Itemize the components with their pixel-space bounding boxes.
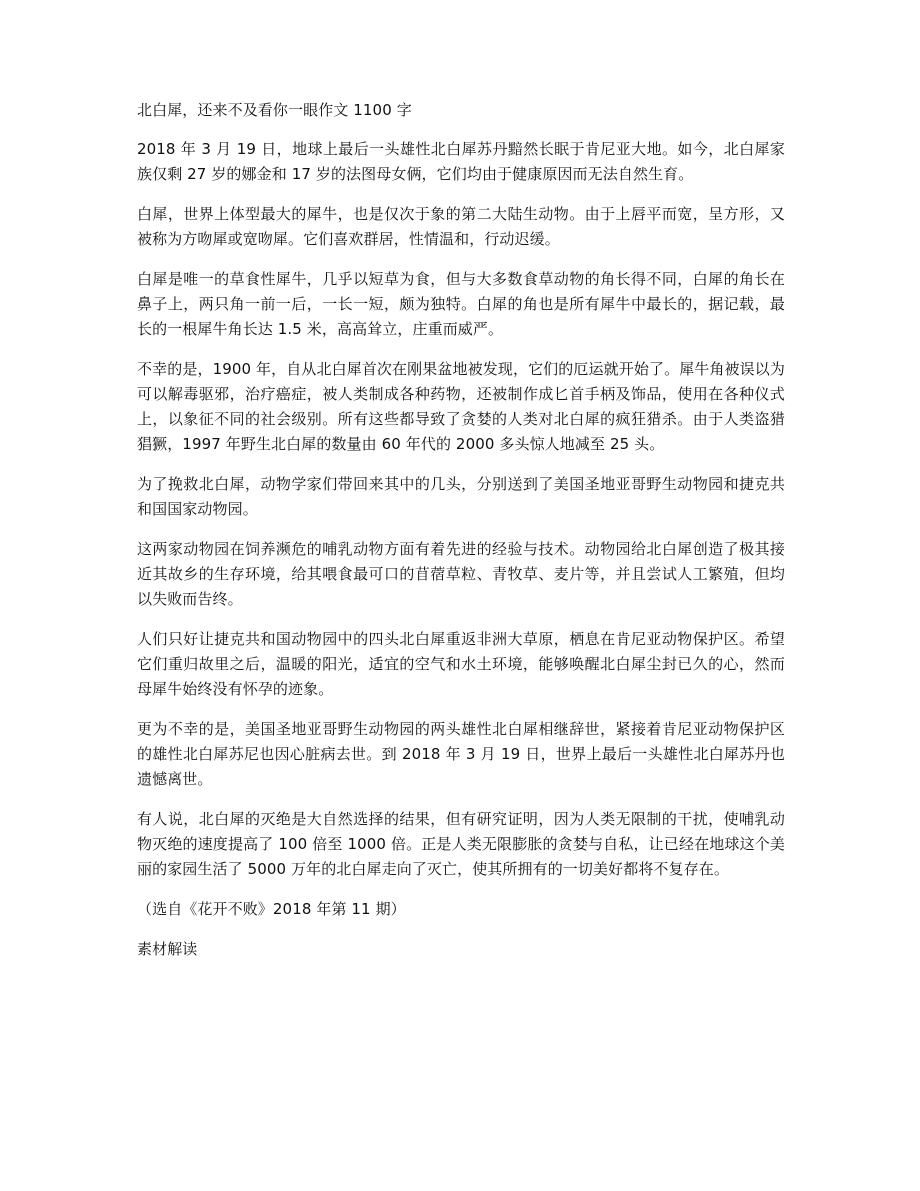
source-citation: （选自《花开不败》2018 年第 11 期） [137,900,406,918]
article-title: 北白犀，还来不及看你一眼作文 1100 字 [137,101,412,119]
paragraph-2: 白犀，世界上体型最大的犀牛，也是仅次于象的第二大陆生动物。由于上唇平而宽，呈方形，又被称为方吻犀或宽吻犀。它们喜欢群居，性情温和，行动迟缓。 [137,205,785,248]
paragraph-7: 人们只好让捷克共和国动物园中的四头北白犀重返非洲大草原，栖息在肯尼亚动物保护区。希望它们重归故里之后，温暖的阳光，适宜的空气和水土环境，能够唤醒北白犀尘封已久的心，然而母犀牛始终没有怀孕的迹象。 [137,630,785,698]
paragraph-1: 2018 年 3 月 19 日，地球上最后一头雄性北白犀苏丹黯然长眠于肯尼亚大地。如今，北白犀家族仅剩 27 岁的娜金和 17 岁的法图母女俩，它们均由于健康原因而无法自然生育。 [137,140,785,183]
paragraph-9: 有人说，北白犀的灭绝是大自然选择的结果，但有研究证明，因为人类无限制的干扰，使哺乳动物灭绝的速度提高了 100 倍至 1000 倍。正是人类无限膨胀的贪婪与自私，让已经在地球这个美丽的家园生活了 5000 万年的北白犀走向了灭亡，使其所拥有的一切美好都将不复存在。 [137,810,785,878]
article-body [137,98,785,977]
section-heading: 素材解读 [137,940,198,958]
paragraph-4: 不幸的是，1900 年，自从北白犀首次在刚果盆地被发现，它们的厄运就开始了。犀牛角被误以为可以解毒驱邪，治疗癌症，被人类制成各种药物，还被制作成匕首手柄及饰品，使用在各种仪式上，以象征不同的社会级别。所有这些都导致了贪婪的人类对北白犀的疯狂猎杀。由于人类盗猎猖獗，1997 年野生北白犀的数量由 60 年代的 2000 多头惊人地减至 25 头。 [137,360,785,453]
paragraph-3: 白犀是唯一的草食性犀牛，几乎以短草为食，但与大多数食草动物的角长得不同，白犀的角长在鼻子上，两只角一前一后，一长一短，颇为独特。白犀的角也是所有犀牛中最长的，据记载，最长的一根犀牛角长达 1.5 米，高高耸立，庄重而威严。 [137,270,785,338]
paragraph-8: 更为不幸的是，美国圣地亚哥野生动物园的两头雄性北白犀相继辞世，紧接着肯尼亚动物保护区的雄性北白犀苏尼也因心脏病去世。到 2018 年 3 月 19 日，世界上最后一头雄性北白犀苏丹也遗憾离世。 [137,720,785,788]
paragraph-6: 这两家动物园在饲养濒危的哺乳动物方面有着先进的经验与技术。动物园给北白犀创造了极其接近其故乡的生存环境，给其喂食最可口的苜蓿草粒、青牧草、麦片等，并且尝试人工繁殖，但均以失败而告终。 [137,540,785,608]
paragraph-5: 为了挽救北白犀，动物学家们带回来其中的几头，分别送到了美国圣地亚哥野生动物园和捷克共和国国家动物园。 [137,475,785,518]
